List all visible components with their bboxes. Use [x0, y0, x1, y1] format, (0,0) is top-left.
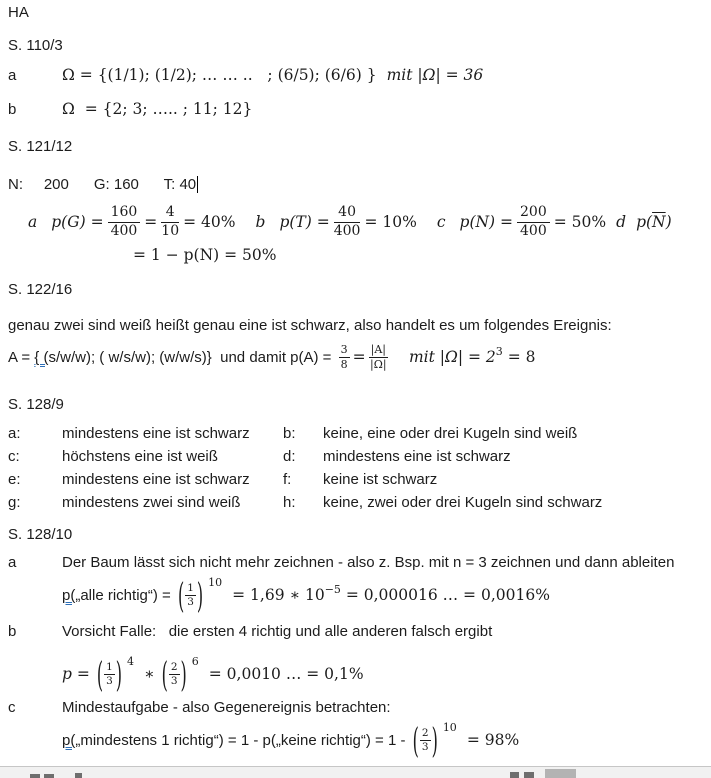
table-cell: f: — [283, 471, 292, 488]
close-paren: ) — [115, 653, 123, 695]
table-cell: mindestens eine ist schwarz — [323, 448, 511, 465]
cardinality-result: = 8 — [502, 348, 536, 366]
heading-text: S. 128/10 — [8, 526, 73, 543]
events-table — [8, 422, 602, 514]
numerator: 2 — [421, 726, 429, 739]
formula-at-least-one — [62, 718, 519, 762]
item-label: b — [8, 623, 17, 640]
table-cell: d: — [283, 448, 296, 465]
p-of-T: p(T) = — [279, 213, 330, 231]
result-scientific: = 1,69 ∗ 10 — [232, 586, 325, 604]
open-paren: ( — [96, 653, 104, 695]
equals: = — [352, 348, 366, 366]
table-cell: g: — [8, 494, 21, 511]
fraction — [517, 204, 550, 240]
heading-text: S. 128/9 — [8, 396, 64, 413]
heading-text: S. 110/3 — [8, 37, 63, 54]
doc-title-text: HA — [8, 4, 29, 21]
row-110-b — [8, 97, 252, 121]
table-cell: höchstens eine ist weiß — [62, 448, 218, 465]
event-A-formula — [8, 337, 535, 377]
grammar-flagged-text: { ( — [34, 348, 49, 366]
row-128-10-a — [8, 554, 674, 571]
fraction — [369, 343, 388, 372]
exponent: −5 — [324, 582, 341, 596]
omega-set-formula: Ω = {2; 3; ….. ; 11; 12} — [62, 100, 253, 118]
view-button-fragment[interactable] — [510, 772, 519, 778]
denominator: 400 — [110, 222, 138, 239]
denominator: |Ω| — [370, 357, 387, 371]
denominator: 400 — [520, 222, 547, 239]
paren-fraction — [177, 574, 204, 616]
result-percent: = 98% — [466, 731, 520, 749]
result-decimal: = 0,0010 … = 0,1% — [208, 665, 364, 683]
status-icon-fragment[interactable] — [30, 774, 40, 778]
paren-fraction — [412, 719, 439, 761]
heading-text: S. 121/12 — [8, 138, 73, 155]
p-of-G: p(G) = — [51, 213, 104, 231]
numerator: |A| — [370, 342, 386, 356]
zoom-control-fragment[interactable] — [545, 769, 576, 778]
numerator: 2 — [170, 660, 178, 673]
section-heading-122-16 — [8, 281, 72, 298]
section-heading-128-9 — [8, 396, 64, 413]
result-decimal: = 0,000016 … = 0,0016% — [340, 586, 550, 604]
paren-fraction — [161, 653, 188, 695]
status-icon-fragment[interactable] — [75, 773, 82, 778]
tree-explanation: Der Baum lässt sich nicht mehr zeichnen - also z. Bsp. mit n = 3 zeichnen und dann ableiten — [62, 554, 675, 571]
formula-lhs: „alle richtig“) = — [75, 586, 175, 604]
N-complement: $\overline{N}$ — [652, 213, 666, 231]
equals: = — [144, 213, 158, 231]
A-equals: A = — [8, 348, 35, 366]
complement-result: = 1 − p(N) = 50% — [133, 246, 277, 264]
view-button-fragment[interactable] — [524, 772, 534, 778]
row-128-10-b — [8, 623, 492, 640]
fraction — [339, 343, 350, 372]
omega-set-formula: Ω = {(1/1); (1/2); … … .. ; (6/5); (6/6) } — [62, 66, 377, 84]
table-cell: keine ist schwarz — [323, 471, 438, 488]
section-heading-110-3 — [8, 37, 63, 54]
numerator: 3 — [340, 342, 348, 356]
denominator: 3 — [106, 674, 113, 687]
row-110-a — [8, 63, 483, 87]
denominator: 10 — [161, 222, 180, 239]
numerator: 1 — [106, 660, 113, 673]
exponent: 4 — [127, 654, 135, 668]
denominator: 8 — [340, 357, 348, 371]
part-label-d: d — [616, 213, 627, 231]
formula-first-four — [62, 652, 364, 696]
counts-text: N: 200 G: 160 T: 40 — [8, 176, 197, 193]
item-label: b — [8, 100, 17, 118]
numerator: 160 — [108, 204, 141, 223]
event-set: s/w/w); ( w/s/w); (w/w/s)} und damit p(A) = — [48, 348, 336, 366]
counts-line — [8, 176, 198, 193]
exponent: 10 — [208, 575, 223, 589]
p-of-Nbar-open: p( — [636, 213, 653, 231]
table-cell: mindestens eine ist schwarz — [62, 471, 250, 488]
p-of-Nbar-close: ) — [665, 213, 672, 231]
table-cell: h: — [283, 494, 296, 511]
status-icon-fragment[interactable] — [44, 774, 54, 778]
exponent: 6 — [191, 654, 199, 668]
result-40: = 40% — [183, 213, 236, 231]
table-cell: keine, eine oder drei Kugeln sind weiß — [323, 425, 578, 442]
denominator: 400 — [333, 222, 361, 239]
section-heading-128-10 — [8, 526, 72, 543]
table-cell: b: — [283, 425, 296, 442]
numerator: 1 — [187, 581, 194, 594]
p-of-N: p(N) = — [459, 213, 514, 231]
open-paren: ( — [412, 719, 419, 761]
table-cell: a: — [8, 425, 21, 442]
formula-lhs: „mindestens 1 richtig“) = 1 - p(„keine richtig“) = 1 - — [75, 731, 410, 749]
close-paren: ) — [180, 653, 187, 695]
table-cell: e: — [8, 471, 21, 488]
table-cell: mindestens zwei sind weiß — [62, 494, 241, 511]
numerator: 200 — [517, 204, 550, 223]
item-label: a — [8, 66, 17, 84]
probability-formula-row — [28, 198, 672, 246]
item-label: a — [8, 554, 17, 571]
grammar-flagged-text: p( — [62, 586, 76, 604]
numerator: 4 — [161, 204, 179, 223]
formula-lhs: p = — [62, 665, 90, 683]
result-10: = 10% — [364, 213, 417, 231]
text-cursor — [197, 176, 198, 193]
status-bar — [0, 766, 711, 778]
grammar-flagged-text: p( — [62, 731, 76, 749]
probability-formula-continuation — [133, 246, 277, 264]
open-paren: ( — [161, 653, 168, 695]
part-label-a: a — [28, 213, 38, 231]
exponent: 10 — [442, 720, 457, 734]
explanation-text — [8, 317, 612, 334]
complement-explanation: Mindestaufgabe - also Gegenereignis betrachten: — [62, 699, 391, 716]
table-cell: keine, zwei oder drei Kugeln sind schwarz — [323, 494, 603, 511]
denominator: 3 — [170, 674, 178, 687]
caution-explanation: Vorsicht Falle: die ersten 4 richtig und alle anderen falsch ergibt — [62, 623, 493, 640]
part-label-b: b — [255, 213, 266, 231]
close-paren: ) — [196, 574, 204, 616]
result-50: = 50% — [553, 213, 607, 231]
row-128-10-c — [8, 699, 391, 716]
multiplication-operator: ∗ — [144, 665, 155, 683]
fraction — [108, 204, 141, 240]
item-label: c — [8, 699, 16, 716]
doc-title — [8, 4, 29, 21]
paren-fraction — [96, 653, 123, 695]
cardinality-note: mit |Ω| = 2 — [408, 348, 496, 366]
explanation: genau zwei sind weiß heißt genau eine ist schwarz, also handelt es um folgendes Ereignis: — [8, 317, 612, 334]
denominator: 3 — [187, 595, 194, 608]
numerator: 40 — [334, 204, 361, 223]
section-heading-121-12 — [8, 138, 72, 155]
exponent: 3 — [495, 344, 503, 358]
denominator: 3 — [421, 740, 429, 753]
table-cell: c: — [8, 448, 20, 465]
formula-all-correct — [62, 575, 550, 615]
open-paren: ( — [177, 574, 185, 616]
part-label-c: c — [436, 213, 446, 231]
cardinality-note: mit |Ω| = 36 — [386, 66, 484, 84]
fraction — [334, 204, 361, 240]
close-paren: ) — [431, 719, 438, 761]
fraction — [161, 204, 179, 240]
heading-text: S. 122/16 — [8, 281, 73, 298]
table-cell: mindestens eine ist schwarz — [62, 425, 250, 442]
